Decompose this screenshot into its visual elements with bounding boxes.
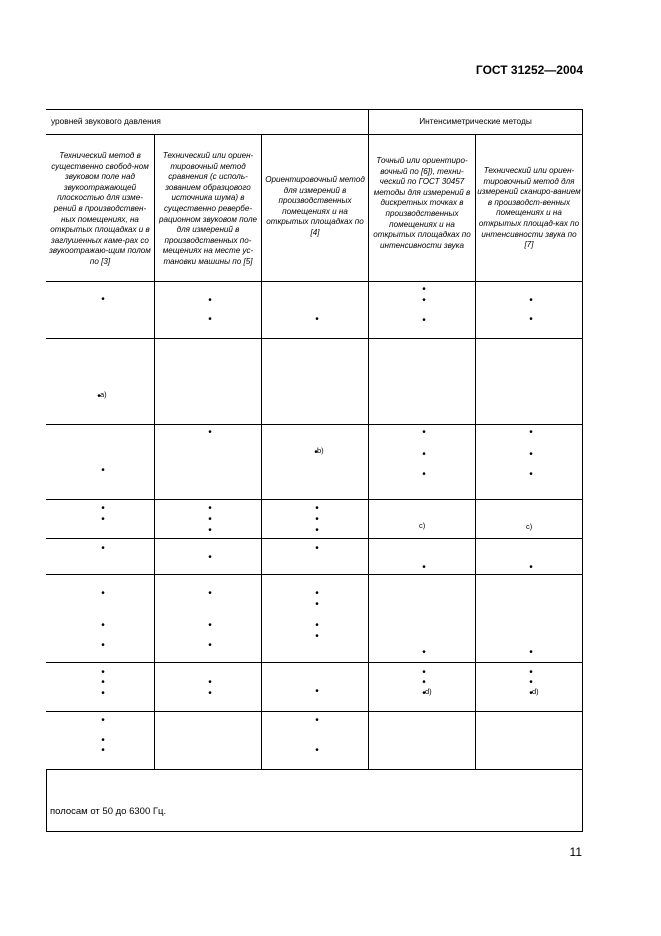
bullet-mark: • [101, 294, 105, 305]
table-border-bottom [46, 831, 583, 832]
bullet-mark: • [315, 314, 319, 325]
standard-designation: ГОСТ 31252—2004 [475, 63, 583, 77]
bullet-mark: • [101, 745, 105, 756]
table-footnote: полосам от 50 до 6300 Гц. [50, 806, 167, 817]
bullet-mark: • [422, 469, 426, 480]
bullet-mark: • [315, 715, 319, 726]
bullet-mark: • [529, 295, 533, 306]
table-rule [46, 424, 583, 425]
column-header-3: Ориентировочный метод для измерений в производственных помещениях и на открытых площадках по [4] [265, 175, 365, 237]
bullet-mark: • [208, 427, 212, 438]
column-divider [368, 109, 369, 769]
bullet-mark: • [422, 427, 426, 438]
page-number: 11 [569, 845, 582, 859]
footnote-ref-c: c) [419, 521, 426, 530]
table-rule [46, 134, 583, 135]
bullet-mark: • [422, 562, 426, 573]
table-rule [46, 338, 583, 339]
table-rule [46, 574, 583, 575]
column-header-1: Технический метод в существенно свобод-ном звуковом поле над звукоотражающей плоскостью для изме-рений в производствен-ных помещениях, на открытых площадках и в заглушенных каме-рах со звукоотражаю-щим полом по [3] [49, 151, 151, 266]
bullet-mark: • [101, 465, 105, 476]
bullet-mark: • [315, 588, 319, 599]
bullet-mark: • [315, 599, 319, 610]
table-border-top [46, 109, 583, 110]
column-divider [475, 134, 476, 769]
bullet-mark: • [101, 620, 105, 631]
column-divider [154, 134, 155, 769]
bullet-mark: • [97, 391, 101, 402]
bullet-mark: • [101, 503, 105, 514]
bullet-mark: • [101, 688, 105, 699]
column-header-4: Точный или ориентиро-вочный по [6]), техни-ческий по ГОСТ 30457 методы для измерений в дискретных точках в производственных помещениях и на открытых площадках по интенсивности звука [373, 156, 471, 250]
group-header-intensity: Интенсиметрические методы [419, 116, 532, 126]
column-header-5: Технический или ориен-тировочный метод для измерений сканиро-ванием в производст-венных помещениях и на открытых площад-ках по интенсивности звука по [7] [477, 166, 581, 250]
bullet-mark: • [315, 686, 319, 697]
bullet-mark: • [208, 503, 212, 514]
column-divider [261, 134, 262, 769]
table-border-left [46, 769, 47, 831]
table-rule [46, 662, 583, 663]
bullet-mark: • [101, 677, 105, 688]
table-rule [46, 499, 583, 500]
bullet-mark: • [208, 688, 212, 699]
bullet-mark: • [529, 314, 533, 325]
bullet-mark: • [315, 525, 319, 536]
column-header-2: Технический или ориен-тировочный метод сравнения (с исполь-зованием образцового источника шума) в существенно ревербе-рационном звуковом поле для измерений в производственных по-мещениях на месте ус-тановки машины по [5] [158, 151, 258, 266]
bullet-mark: • [529, 562, 533, 573]
table-border-right [582, 109, 583, 831]
table-rule [46, 711, 583, 712]
bullet-mark: • [208, 514, 212, 525]
bullet-mark: • [101, 514, 105, 525]
bullet-mark: • [315, 543, 319, 554]
bullet-mark: • [101, 667, 105, 678]
bullet-mark: • [314, 447, 318, 458]
footnote-ref-a: а) [100, 390, 107, 399]
footnote-ref-d: d) [532, 687, 539, 696]
bullet-mark: • [529, 688, 533, 699]
bullet-mark: • [208, 525, 212, 536]
bullet-mark: • [422, 449, 426, 460]
table-rule [46, 769, 583, 770]
bullet-mark: • [208, 677, 212, 688]
bullet-mark: • [208, 588, 212, 599]
bullet-mark: • [529, 677, 533, 688]
bullet-mark: • [422, 315, 426, 326]
bullet-mark: • [315, 631, 319, 642]
bullet-mark: • [315, 620, 319, 631]
table-rule [46, 281, 583, 282]
footnote-ref-b: b) [317, 446, 324, 455]
bullet-mark: • [422, 688, 426, 699]
bullet-mark: • [315, 745, 319, 756]
bullet-mark: • [101, 735, 105, 746]
group-header-sound-pressure: уровней звукового давления [51, 116, 161, 126]
bullet-mark: • [208, 295, 212, 306]
bullet-mark: • [101, 640, 105, 651]
bullet-mark: • [101, 588, 105, 599]
bullet-mark: • [208, 552, 212, 563]
bullet-mark: • [101, 543, 105, 554]
bullet-mark: • [208, 314, 212, 325]
bullet-mark: • [315, 514, 319, 525]
bullet-mark: • [529, 449, 533, 460]
bullet-mark: • [208, 640, 212, 651]
table-rule [46, 538, 583, 539]
bullet-mark: • [422, 667, 426, 678]
footnote-ref-d: d) [425, 687, 432, 696]
bullet-mark: • [529, 469, 533, 480]
bullet-mark: • [529, 667, 533, 678]
bullet-mark: • [529, 647, 533, 658]
bullet-mark: • [422, 284, 426, 295]
bullet-mark: • [529, 427, 533, 438]
bullet-mark: • [422, 295, 426, 306]
bullet-mark: • [315, 503, 319, 514]
bullet-mark: • [422, 647, 426, 658]
bullet-mark: • [422, 677, 426, 688]
bullet-mark: • [101, 715, 105, 726]
footnote-ref-c: c) [526, 522, 533, 531]
bullet-mark: • [208, 620, 212, 631]
